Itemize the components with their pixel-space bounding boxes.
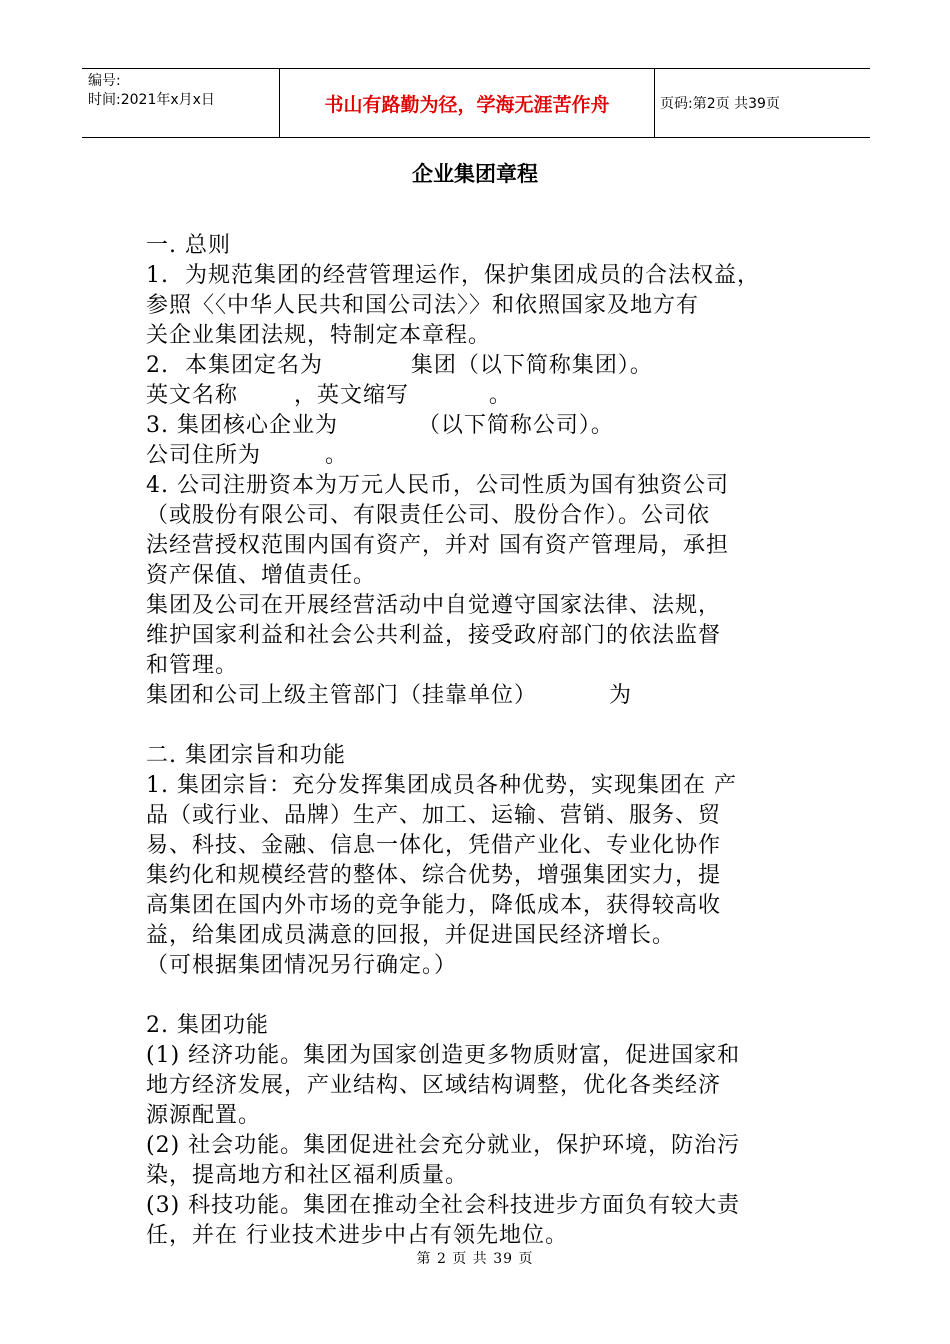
body-line: 2. 集团功能 bbox=[146, 1013, 269, 1038]
body-line: 维护国家利益和社会公共利益，接受政府部门的依法监督 bbox=[146, 623, 722, 648]
body-line: 益，给集团成员满意的回报，并促进国民经济增长。 bbox=[146, 923, 676, 948]
body-line: 2. 本集团定名为 集团（以下简称集团）。 bbox=[146, 353, 653, 378]
blank-line bbox=[146, 711, 812, 741]
page-footer: 第 2 页 共 39 页 bbox=[416, 1251, 534, 1267]
header-meta-cell bbox=[82, 69, 280, 137]
body-line: 4. 公司注册资本为万元人民币，公司性质为国有独资公司 bbox=[146, 473, 729, 498]
body-line: 集团和公司上级主管部门（挂靠单位） 为 bbox=[146, 683, 632, 708]
body-line: 英文名称 ，英文缩写 。 bbox=[146, 383, 512, 408]
page-header bbox=[82, 68, 870, 138]
document-body bbox=[146, 231, 812, 1251]
body-line: (3) 科技功能。集团在推动全社会科技进步方面负有较大责 bbox=[146, 1193, 741, 1218]
document-number-label: 编号: bbox=[88, 73, 121, 89]
body-line: 资产保值、增值责任。 bbox=[146, 563, 377, 588]
header-page-info: 页码:第2页 共39页 bbox=[660, 96, 780, 112]
body-line: 法经营授权范围内国有资产，并对 国有资产管理局，承担 bbox=[146, 533, 729, 558]
body-line: 一. 总则 bbox=[146, 233, 231, 258]
body-line: 易、科技、金融、信息一体化，凭借产业化、专业化协作 bbox=[146, 833, 722, 858]
body-line: (2) 社会功能。集团促进社会充分就业，保护环境，防治污 bbox=[146, 1133, 741, 1158]
body-line: 1. 集团宗旨：充分发挥集团成员各种优势，实现集团在 产 bbox=[146, 773, 737, 798]
body-line: 和管理。 bbox=[146, 653, 239, 678]
body-line: （或股份有限公司、有限责任公司、股份合作）。公司依 bbox=[146, 503, 711, 528]
body-line: 任，并在 行业技术进步中占有领先地位。 bbox=[146, 1223, 568, 1248]
body-line: 品（或行业、品牌）生产、加工、运输、营销、服务、贸 bbox=[146, 803, 722, 828]
body-line: 源源配置。 bbox=[146, 1103, 262, 1128]
header-motto: 书山有路勤为径，学海无涯苦作舟 bbox=[280, 69, 655, 137]
body-line: 参照〈〈中华人民共和国公司法〉〉和依照国家及地方有 bbox=[146, 293, 700, 318]
body-line: 1. 为规范集团的经营管理运作，保护集团成员的合法权益， bbox=[146, 263, 760, 288]
body-line: （可根据集团情况另行确定。） bbox=[146, 953, 458, 978]
blank-line bbox=[146, 981, 812, 1011]
document-title: 企业集团章程 bbox=[412, 162, 538, 186]
body-line: 集约化和规模经营的整体、综合优势，增强集团实力，提 bbox=[146, 863, 722, 888]
body-line: 地方经济发展，产业结构、区域结构调整，优化各类经济 bbox=[146, 1073, 722, 1098]
body-line: (1) 经济功能。集团为国家创造更多物质财富，促进国家和 bbox=[146, 1043, 741, 1068]
body-line: 二. 集团宗旨和功能 bbox=[146, 743, 346, 768]
body-line: 集团及公司在开展经营活动中自觉遵守国家法律、法规， bbox=[146, 593, 722, 618]
body-line: 公司住所为 。 bbox=[146, 443, 348, 468]
body-line: 3. 集团核心企业为 （以下简称公司）。 bbox=[146, 413, 614, 438]
document-date-label: 时间:2021年x月x日 bbox=[88, 92, 215, 108]
body-line: 高集团在国内外市场的竞争能力，降低成本，获得较高收 bbox=[146, 893, 722, 918]
body-line: 关企业集团法规，特制定本章程。 bbox=[146, 323, 492, 348]
body-line: 染，提高地方和社区福利质量。 bbox=[146, 1163, 469, 1188]
